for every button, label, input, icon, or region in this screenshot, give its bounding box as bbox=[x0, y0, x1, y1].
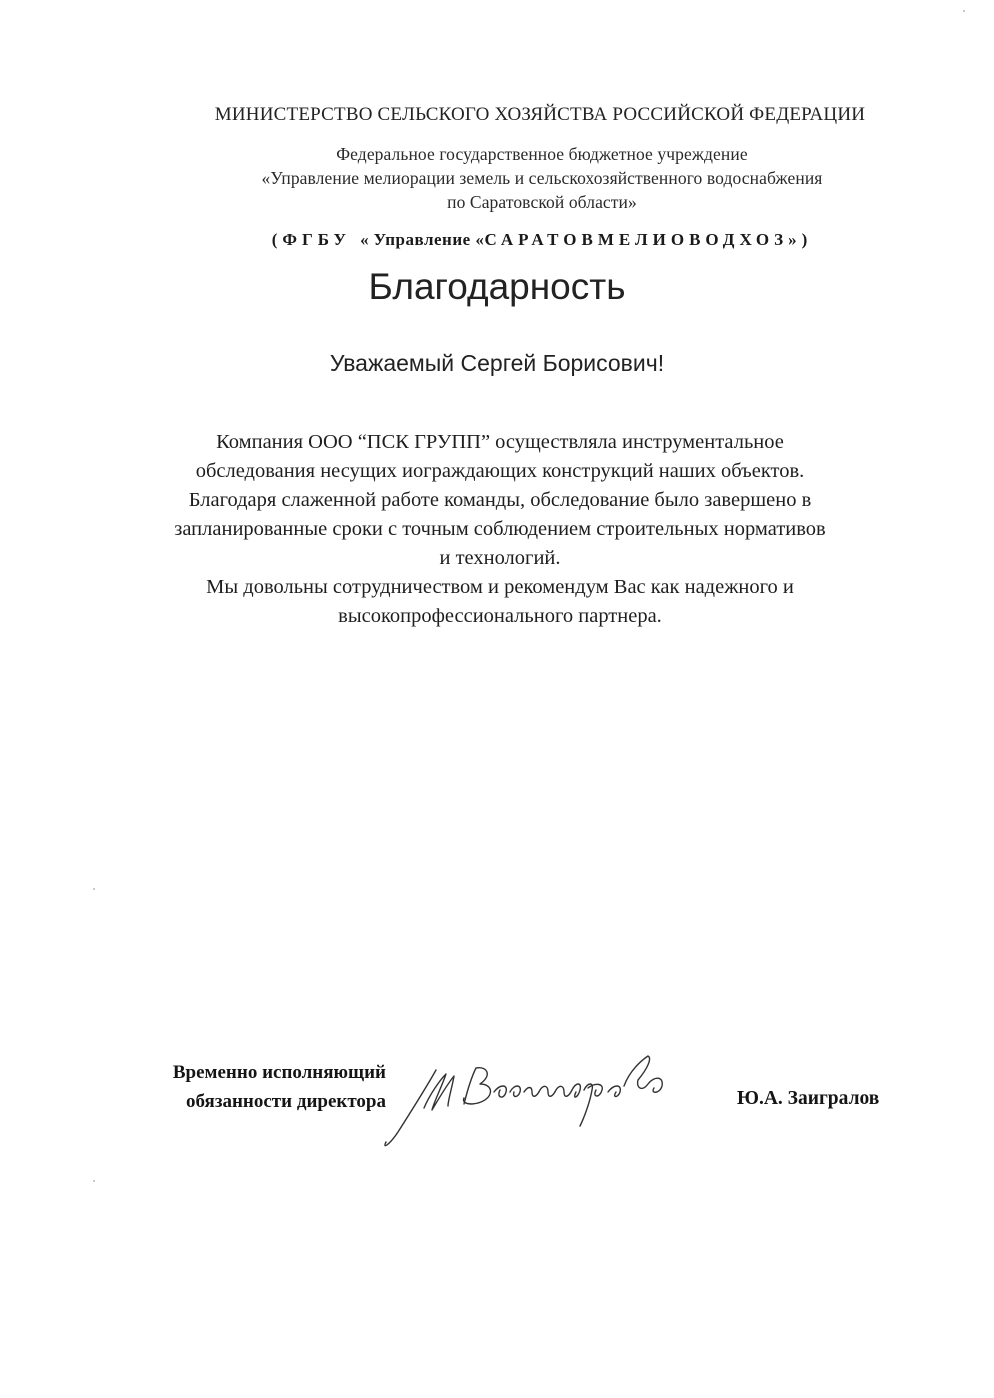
abbrev-mid: Управление « bbox=[373, 230, 485, 249]
org-type-line: Федеральное государственное бюджетное учреждение bbox=[336, 144, 748, 164]
body-line: высокопрофессионального партнера. bbox=[338, 605, 662, 627]
scan-speck bbox=[963, 10, 965, 12]
abbrev-name: САРАТОВМЕЛИОВОДХОЗ bbox=[484, 230, 789, 249]
body-line: Мы довольны сотрудничеством и рекомендум Вас как надежного и bbox=[206, 576, 794, 598]
position-line: Временно исполняющий bbox=[172, 1062, 386, 1083]
org-name-line: «Управление мелиорации земель и сельскохозяйственного водоснабжения bbox=[261, 168, 823, 188]
signer-position bbox=[118, 1058, 386, 1116]
org-abbreviation bbox=[45, 230, 994, 250]
body-line: обследования несущих иограждающих конструкций наших объектов. bbox=[195, 460, 805, 482]
body-line: Компания ООО “ПСК ГРУПП” осуществляла инструментальное bbox=[216, 431, 784, 453]
body-line: Благодаря слаженной работе команды, обследование было завершено в bbox=[188, 489, 812, 511]
letter-body bbox=[100, 428, 900, 631]
scan-speck bbox=[93, 1180, 95, 1182]
signature-strokes bbox=[385, 1056, 662, 1146]
ministry-heading: МИНИСТЕРСТВО СЕЛЬСКОГО ХОЗЯЙСТВА РОССИЙСКОЙ ФЕДЕРАЦИИ bbox=[214, 104, 866, 125]
letter-title: Благодарность bbox=[368, 266, 626, 307]
scan-speck bbox=[93, 888, 95, 890]
org-region-line: по Саратовской области» bbox=[447, 192, 637, 212]
abbrev-open: (ФГБУ « bbox=[271, 230, 374, 249]
position-line: обязанности директора bbox=[186, 1091, 386, 1112]
salutation: Уважаемый Сергей Борисович! bbox=[329, 350, 665, 376]
body-line: запланированные сроки с точным соблюдением строительных нормативов bbox=[174, 518, 826, 540]
body-line: и технологий. bbox=[439, 547, 561, 569]
handwritten-signature bbox=[372, 1046, 692, 1156]
abbrev-close: ») bbox=[788, 230, 813, 249]
signer-name: Ю.А. Заигралов bbox=[737, 1088, 880, 1109]
